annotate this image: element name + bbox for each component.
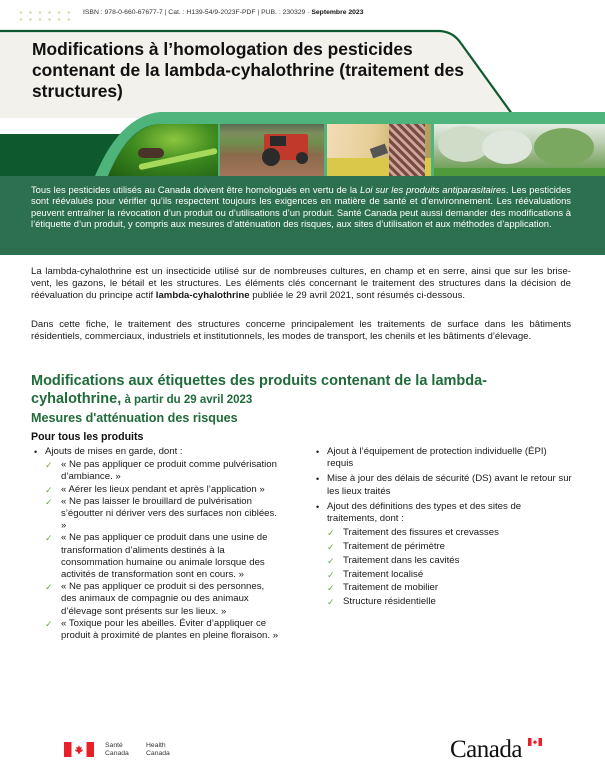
intro-box bbox=[0, 176, 605, 255]
pub-number: PUB. : 230329 · bbox=[261, 9, 310, 16]
checklist-item-text: Traitement localisé bbox=[343, 568, 424, 580]
subheading-risk-mitigation: Mesures d'atténuation des risques bbox=[31, 411, 238, 425]
checklist-item bbox=[31, 581, 281, 618]
bullet-icon: • bbox=[316, 447, 320, 457]
list-item bbox=[313, 501, 573, 525]
checklist-item-text: « Toxique pour les abeilles. Éviter d’appliquer ce produit à proximité de plantes en pleine floraison. » bbox=[61, 617, 279, 642]
checkmark-icon: ✓ bbox=[327, 569, 335, 580]
checklist-item bbox=[313, 526, 573, 540]
checkmark-icon: ✓ bbox=[327, 555, 335, 566]
photo-farmer-with-tablet bbox=[327, 124, 431, 176]
list-item-text: Ajouts de mises en garde, dont : bbox=[45, 446, 183, 457]
checklist-item bbox=[313, 568, 573, 582]
dept-fr-line1: Santé bbox=[105, 742, 123, 749]
checkmark-icon: ✓ bbox=[45, 496, 53, 507]
intro-text-part2: . Les pesticides sont réévalués pour vérifier qu’ils respectent toujours les exigences en matière de santé et d’environnement. Les réévaluations peuvent entraîner la révocation d’un produit ou d’utilisations d’un produit. Santé Canada peut aussi demander des modifications à l’étiquette d’un produit, y compris aux mesures d’atténuation des risques, aux sites d’utilisation et aux méthodes d’application. bbox=[31, 184, 571, 230]
title-banner bbox=[0, 0, 605, 175]
intro-text bbox=[31, 184, 571, 230]
law-name: Loi sur les produits antiparasitaires bbox=[360, 184, 506, 195]
catalogue-number: Cat. : H139-54/9-2023F-PDF | bbox=[168, 9, 260, 16]
checkmark-icon: ✓ bbox=[327, 583, 335, 594]
checkmark-icon: ✓ bbox=[45, 533, 53, 544]
checklist-item-text: Traitement de mobilier bbox=[343, 582, 439, 594]
wordmark-flag-icon bbox=[528, 738, 542, 746]
checklist-item-text: « Aérer les lieux pendant et après l’application » bbox=[61, 483, 265, 495]
paragraph-scope: Dans cette fiche, le traitement des structures concerne principalement les traitements de surface dans les bâtiments résidentiels, commerciaux, industriels et institutionnels, les modes de transport, les chenils et les bâtiments d’élevage. bbox=[31, 319, 571, 342]
bullet-icon: • bbox=[316, 474, 320, 485]
checklist-item bbox=[313, 540, 573, 554]
canada-wordmark: Canada bbox=[450, 736, 522, 763]
overview-text-a: La lambda-cyhalothrine est un insecticide utilisé sur de nombreuses cultures, en champ et en serre, ainsi que sur les brise-vent, les gazons, le bétail et les structures. Les éléments clés concernant le traitement des structures dans la décision de réévaluation du principe actif bbox=[31, 266, 571, 301]
checkmark-icon: ✓ bbox=[45, 618, 53, 629]
checklist-item-text: « Ne pas appliquer ce produit si des personnes, des animaux de compagnie ou des animaux d’élevage sont présents sur les lieux. » bbox=[61, 581, 265, 617]
checkmark-icon: ✓ bbox=[327, 597, 335, 608]
photo-orchard-trees bbox=[434, 124, 605, 176]
section-heading-text: Modifications aux étiquettes des produits contenant de la lambda-cyhalothrine, bbox=[31, 373, 488, 407]
bullet-icon: • bbox=[34, 447, 38, 457]
checklist-item bbox=[313, 554, 573, 568]
photo-red-tractor-field bbox=[220, 124, 324, 176]
checkmark-icon: ✓ bbox=[327, 528, 335, 539]
bullet-icon: • bbox=[316, 501, 320, 512]
list-item bbox=[313, 446, 573, 470]
group-heading-all-products: Pour tous les produits bbox=[31, 431, 144, 443]
checklist-item bbox=[31, 618, 281, 642]
checkmark-icon: ✓ bbox=[327, 542, 335, 553]
list-item bbox=[31, 446, 281, 458]
dept-name-en bbox=[146, 742, 170, 758]
list-item-text: Mise à jour des délais de sécurité (DS) avant le retour sur les lieux traités bbox=[327, 473, 572, 497]
list-item-text: Ajout des définitions des types et des sites de traitements, dont : bbox=[327, 500, 522, 525]
intro-text-part1: Tous les pesticides utilisés au Canada doivent être homologués en vertu de la bbox=[31, 184, 360, 195]
dept-fr-line2: Canada bbox=[105, 750, 129, 757]
checklist-item-text: Traitement des fissures et crevasses bbox=[343, 527, 499, 539]
checkmark-icon: ✓ bbox=[45, 460, 53, 471]
document-title: Modifications à l’homologation des pesticides contenant de la lambda-cyhalothrine (traitement des structures) bbox=[32, 39, 464, 101]
list-item-text: Ajout à l’équipement de protection individuelle (ÉPI) requis bbox=[327, 446, 547, 470]
dept-en-line1: Health bbox=[146, 742, 166, 749]
canada-flag-icon bbox=[64, 742, 94, 757]
list-item bbox=[313, 473, 573, 497]
left-column-list bbox=[31, 446, 281, 642]
checklist-item bbox=[313, 581, 573, 595]
checklist-item-text: « Ne pas appliquer ce produit comme pulvérisation d’ambiance. » bbox=[61, 459, 277, 483]
checklist-item-text: « Ne pas laisser le brouillard de pulvérisation s’égoutter ni dériver vers des surfaces non ciblées. » bbox=[61, 495, 277, 532]
checklist-item bbox=[31, 484, 281, 496]
section-heading-date: à partir du 29 avril 2023 bbox=[121, 394, 253, 406]
section-heading bbox=[31, 372, 511, 409]
checklist-item-text: Traitement de périmètre bbox=[343, 541, 446, 553]
isbn: ISBN : 978-0-660-67677-7 | bbox=[83, 9, 167, 16]
overview-text-b: publiée le 29 avril 2021, sont résumés ci-dessous. bbox=[249, 290, 466, 301]
checklist-item-text: « Ne pas appliquer ce produit dans une usine de transformation d’aliments destinés à la consommation humaine ou animale lorsque des activités de transformation sont en cours. » bbox=[61, 532, 268, 581]
checklist-item bbox=[313, 595, 573, 609]
checklist-item bbox=[31, 496, 281, 533]
publication-date: Septembre 2023 bbox=[311, 9, 364, 16]
checkmark-icon: ✓ bbox=[45, 582, 53, 593]
paragraph-overview bbox=[31, 266, 571, 302]
checklist-item-text: Structure résidentielle bbox=[343, 596, 436, 608]
dept-en-line2: Canada bbox=[146, 750, 170, 757]
checklist-item bbox=[31, 459, 281, 483]
checklist-item bbox=[31, 532, 281, 581]
checklist-item-text: Traitement dans les cavités bbox=[343, 554, 460, 566]
dept-name-fr bbox=[105, 742, 129, 758]
checkmark-icon: ✓ bbox=[45, 484, 53, 495]
active-ingredient: lambda-cyhalothrine bbox=[155, 290, 250, 301]
right-column-list bbox=[313, 446, 573, 609]
